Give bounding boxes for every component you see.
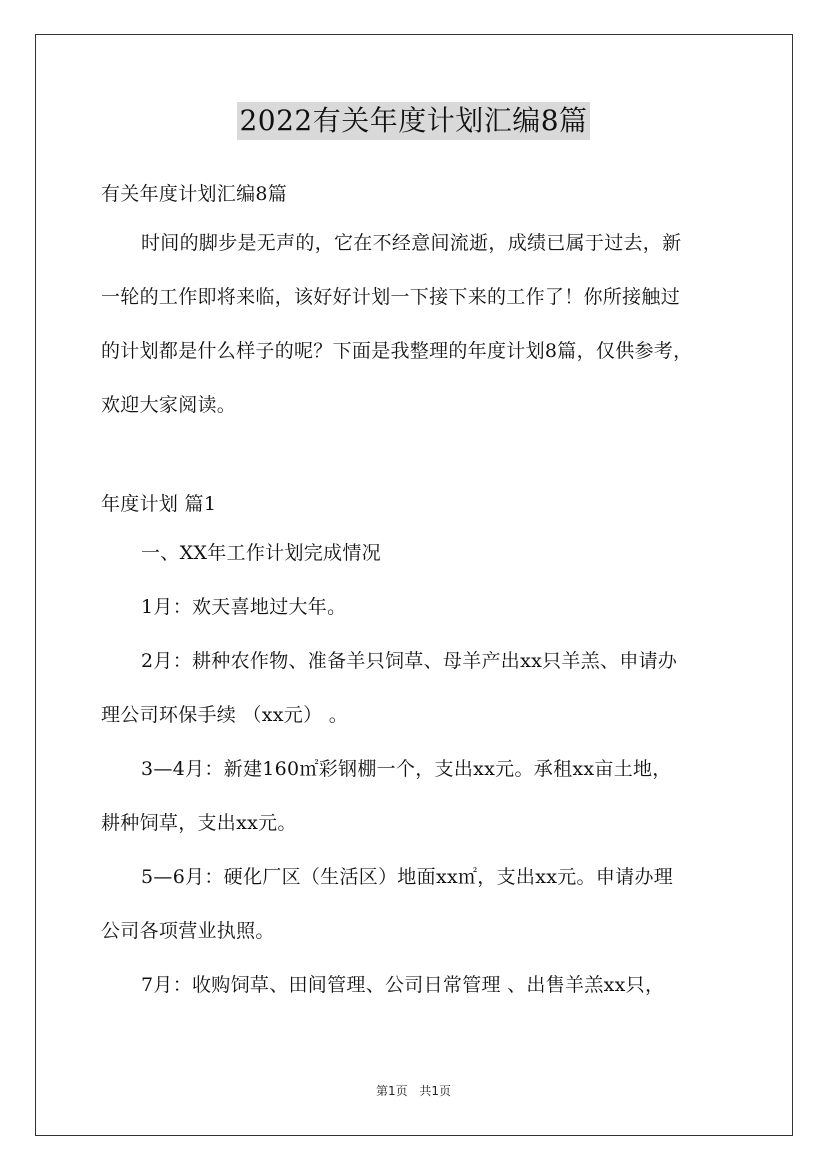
item-line: 5—6月：硬化厂区（生活区）地面xx㎡，支出xx元。申请办理 [141,866,674,888]
list-item [101,958,741,1012]
item-line: 1月：欢天喜地过大年。 [141,596,347,618]
section-subheading: 一、XX年工作计划完成情况 [141,542,381,564]
section-spacer [101,432,741,482]
page-footer [0,1082,827,1099]
section-heading: 年度计划 篇1 [101,493,217,515]
item-line: 公司各项营业执照。 [101,920,275,942]
intro-line: 的计划都是什么样子的呢？下面是我整理的年度计划8篇，仅供参考， [101,340,693,362]
list-item [101,850,741,958]
intro-paragraph [101,216,741,432]
document-title: 2022有关年度计划汇编8篇 [237,102,589,140]
page-number: 第1页 [375,1084,408,1098]
list-item [101,634,741,742]
intro-line: 一轮的工作即将来临，该好好计划一下接下来的工作了！你所接触过 [101,286,681,308]
item-line: 理公司环保手续 （xx元） 。 [101,704,349,726]
document-subtitle: 有关年度计划汇编8篇 [101,183,288,205]
list-item [101,742,741,850]
page-total: 共1页 [419,1084,452,1098]
document-body [101,172,741,1012]
item-line: 2月：耕种农作物、准备羊只饲草、母羊产出xx只羊羔、申请办 [141,650,678,672]
item-line: 7月：收购饲草、田间管理、公司日常管理 、出售羊羔xx只， [141,974,665,996]
list-item [101,580,741,634]
intro-line: 欢迎大家阅读。 [101,394,237,416]
item-line: 耕种饲草，支出xx元。 [101,812,297,834]
list-item [101,526,741,580]
title-container [0,102,827,140]
item-line: 3—4月：新建160㎡彩钢棚一个，支出xx元。承租xx亩土地， [141,758,672,780]
intro-line: 时间的脚步是无声的，它在不经意间流逝，成绩已属于过去，新 [141,232,682,254]
